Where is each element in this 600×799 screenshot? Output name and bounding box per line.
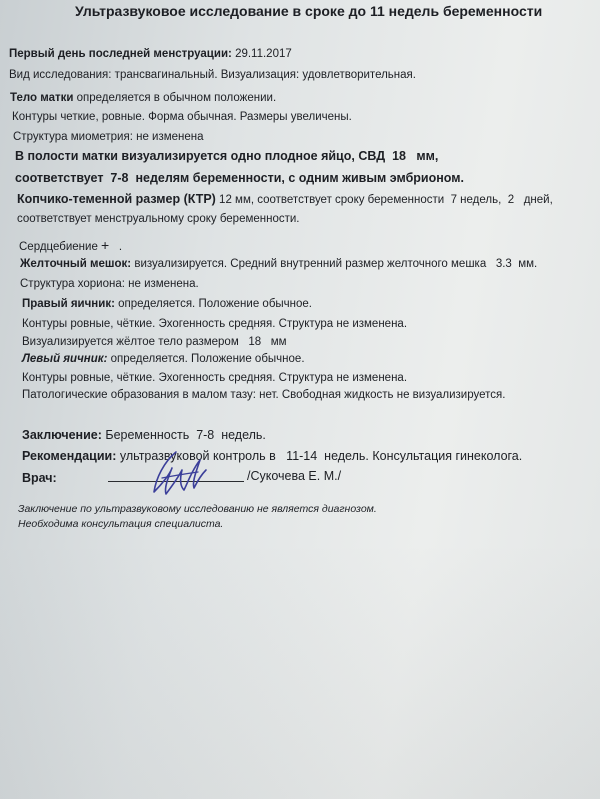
paper-shadow xyxy=(0,539,600,799)
conclusion-weeks: 7-8 xyxy=(196,428,215,442)
left-ovary-contours-line: Контуры ровные, чёткие. Эхогенность средняя. Структура не изменена. xyxy=(22,372,408,384)
ktr-days: 2 xyxy=(507,194,515,206)
heartbeat-dot: . xyxy=(118,241,123,253)
lmp-label: Первый день последней менструации: xyxy=(9,48,232,60)
ktr-label: Копчико-теменной размер (КТР) xyxy=(17,192,216,206)
right-ovary-contours-line: Контуры ровные, чёткие. Эхогенность средняя. Структура не изменена. xyxy=(22,318,408,330)
yolk-sac-text: визуализируется. Средний внутренний размер желточного мешка xyxy=(134,258,487,270)
lmp-value: 29.11.2017 xyxy=(235,48,292,60)
gestational-sac-line xyxy=(15,149,438,163)
lmp-line xyxy=(9,47,292,61)
svd-value: 18 xyxy=(392,149,406,163)
report-title: Ультразвуковое исследование в сроке до 11 недель беременности xyxy=(75,3,543,19)
heartbeat-label: Сердцебиение xyxy=(19,241,98,253)
visualization-value: удовлетворительная. xyxy=(302,69,416,81)
corpus-luteum-text: Визуализируется жёлтое тело размером xyxy=(22,336,239,348)
ktr-text: мм, соответствует сроку беременности xyxy=(235,194,445,206)
disclaimer-line-2: Необходима консультация специалиста. xyxy=(18,518,224,530)
study-type-value: трансвагинальный. xyxy=(114,69,218,81)
right-ovary-text: определяется. Положение обычное. xyxy=(118,298,312,310)
left-ovary-text: определяется. Положение обычное. xyxy=(110,353,305,365)
pelvis-line: Патологические образования в малом тазу: нет. Свободная жидкость не визуализируется. xyxy=(22,389,506,401)
doctor-label: Врач: xyxy=(22,471,57,485)
uterus-text: определяется в обычном положении. xyxy=(76,92,277,104)
corpus-luteum-size: 18 xyxy=(248,336,262,348)
chorion-line: Структура хориона: не изменена. xyxy=(20,278,199,290)
corresponds-text: соответствует xyxy=(15,171,104,185)
left-ovary-line xyxy=(22,352,305,366)
conclusion-unit: недель. xyxy=(221,428,266,442)
doctor-name: /Сукочева Е. М./ xyxy=(247,469,342,483)
corpus-luteum-unit: мм xyxy=(270,336,287,348)
ktr-menstrual-line: соответствует менструальному сроку беременности. xyxy=(17,213,300,225)
gestational-sac-text: В полости матки визуализируется одно плодное яйцо, СВД xyxy=(15,149,386,163)
yolk-sac-label: Желточный мешок: xyxy=(20,258,132,270)
heartbeat-line xyxy=(19,238,122,254)
ktr-weeks-unit: недель, xyxy=(460,194,502,206)
ktr-days-unit: дней, xyxy=(523,194,553,206)
embryo-text: неделям беременности, с одним живым эмбрионом. xyxy=(135,171,464,185)
study-type-label: Вид исследования: xyxy=(9,69,112,81)
gestational-age-line xyxy=(15,171,464,185)
conclusion-text: Беременность xyxy=(105,428,190,442)
ktr-weeks: 7 xyxy=(450,194,457,206)
recommendations-weeks: 11-14 xyxy=(286,449,318,463)
recommendations-line xyxy=(22,449,522,463)
myometrium-line: Структура миометрия: не изменена xyxy=(13,131,204,143)
conclusion-line xyxy=(22,428,266,442)
ktr-line xyxy=(17,192,553,207)
visualization-label: Визуализация: xyxy=(220,69,300,81)
conclusion-label: Заключение: xyxy=(22,428,102,442)
left-ovary-label: Левый яичник: xyxy=(22,353,108,365)
recommendations-text: ультразвуковой контроль в xyxy=(119,449,276,463)
disclaimer-line-1: Заключение по ультразвуковому исследованию не является диагнозом. xyxy=(18,503,377,515)
contours-line: Контуры четкие, ровные. Форма обычная. Размеры увеличены. xyxy=(12,111,352,123)
recommendations-tail: недель. Консультация гинеколога. xyxy=(324,449,523,463)
yolk-sac-line xyxy=(20,257,537,271)
recommendations-label: Рекомендации: xyxy=(22,449,117,463)
signature-icon xyxy=(148,448,208,503)
yolk-sac-unit: мм. xyxy=(518,258,538,270)
sac-weeks-value: 7-8 xyxy=(110,171,129,185)
right-ovary-line xyxy=(22,297,312,311)
study-type-line xyxy=(9,68,416,82)
corpus-luteum-line xyxy=(22,335,287,349)
yolk-sac-value: 3.3 xyxy=(495,258,512,270)
right-ovary-label: Правый яичник: xyxy=(22,298,115,310)
heartbeat-value: + xyxy=(101,237,110,253)
uterus-label: Тело матки xyxy=(10,92,74,104)
uterus-line xyxy=(10,91,276,105)
ktr-value: 12 xyxy=(219,194,232,206)
svd-unit: мм, xyxy=(416,149,439,163)
